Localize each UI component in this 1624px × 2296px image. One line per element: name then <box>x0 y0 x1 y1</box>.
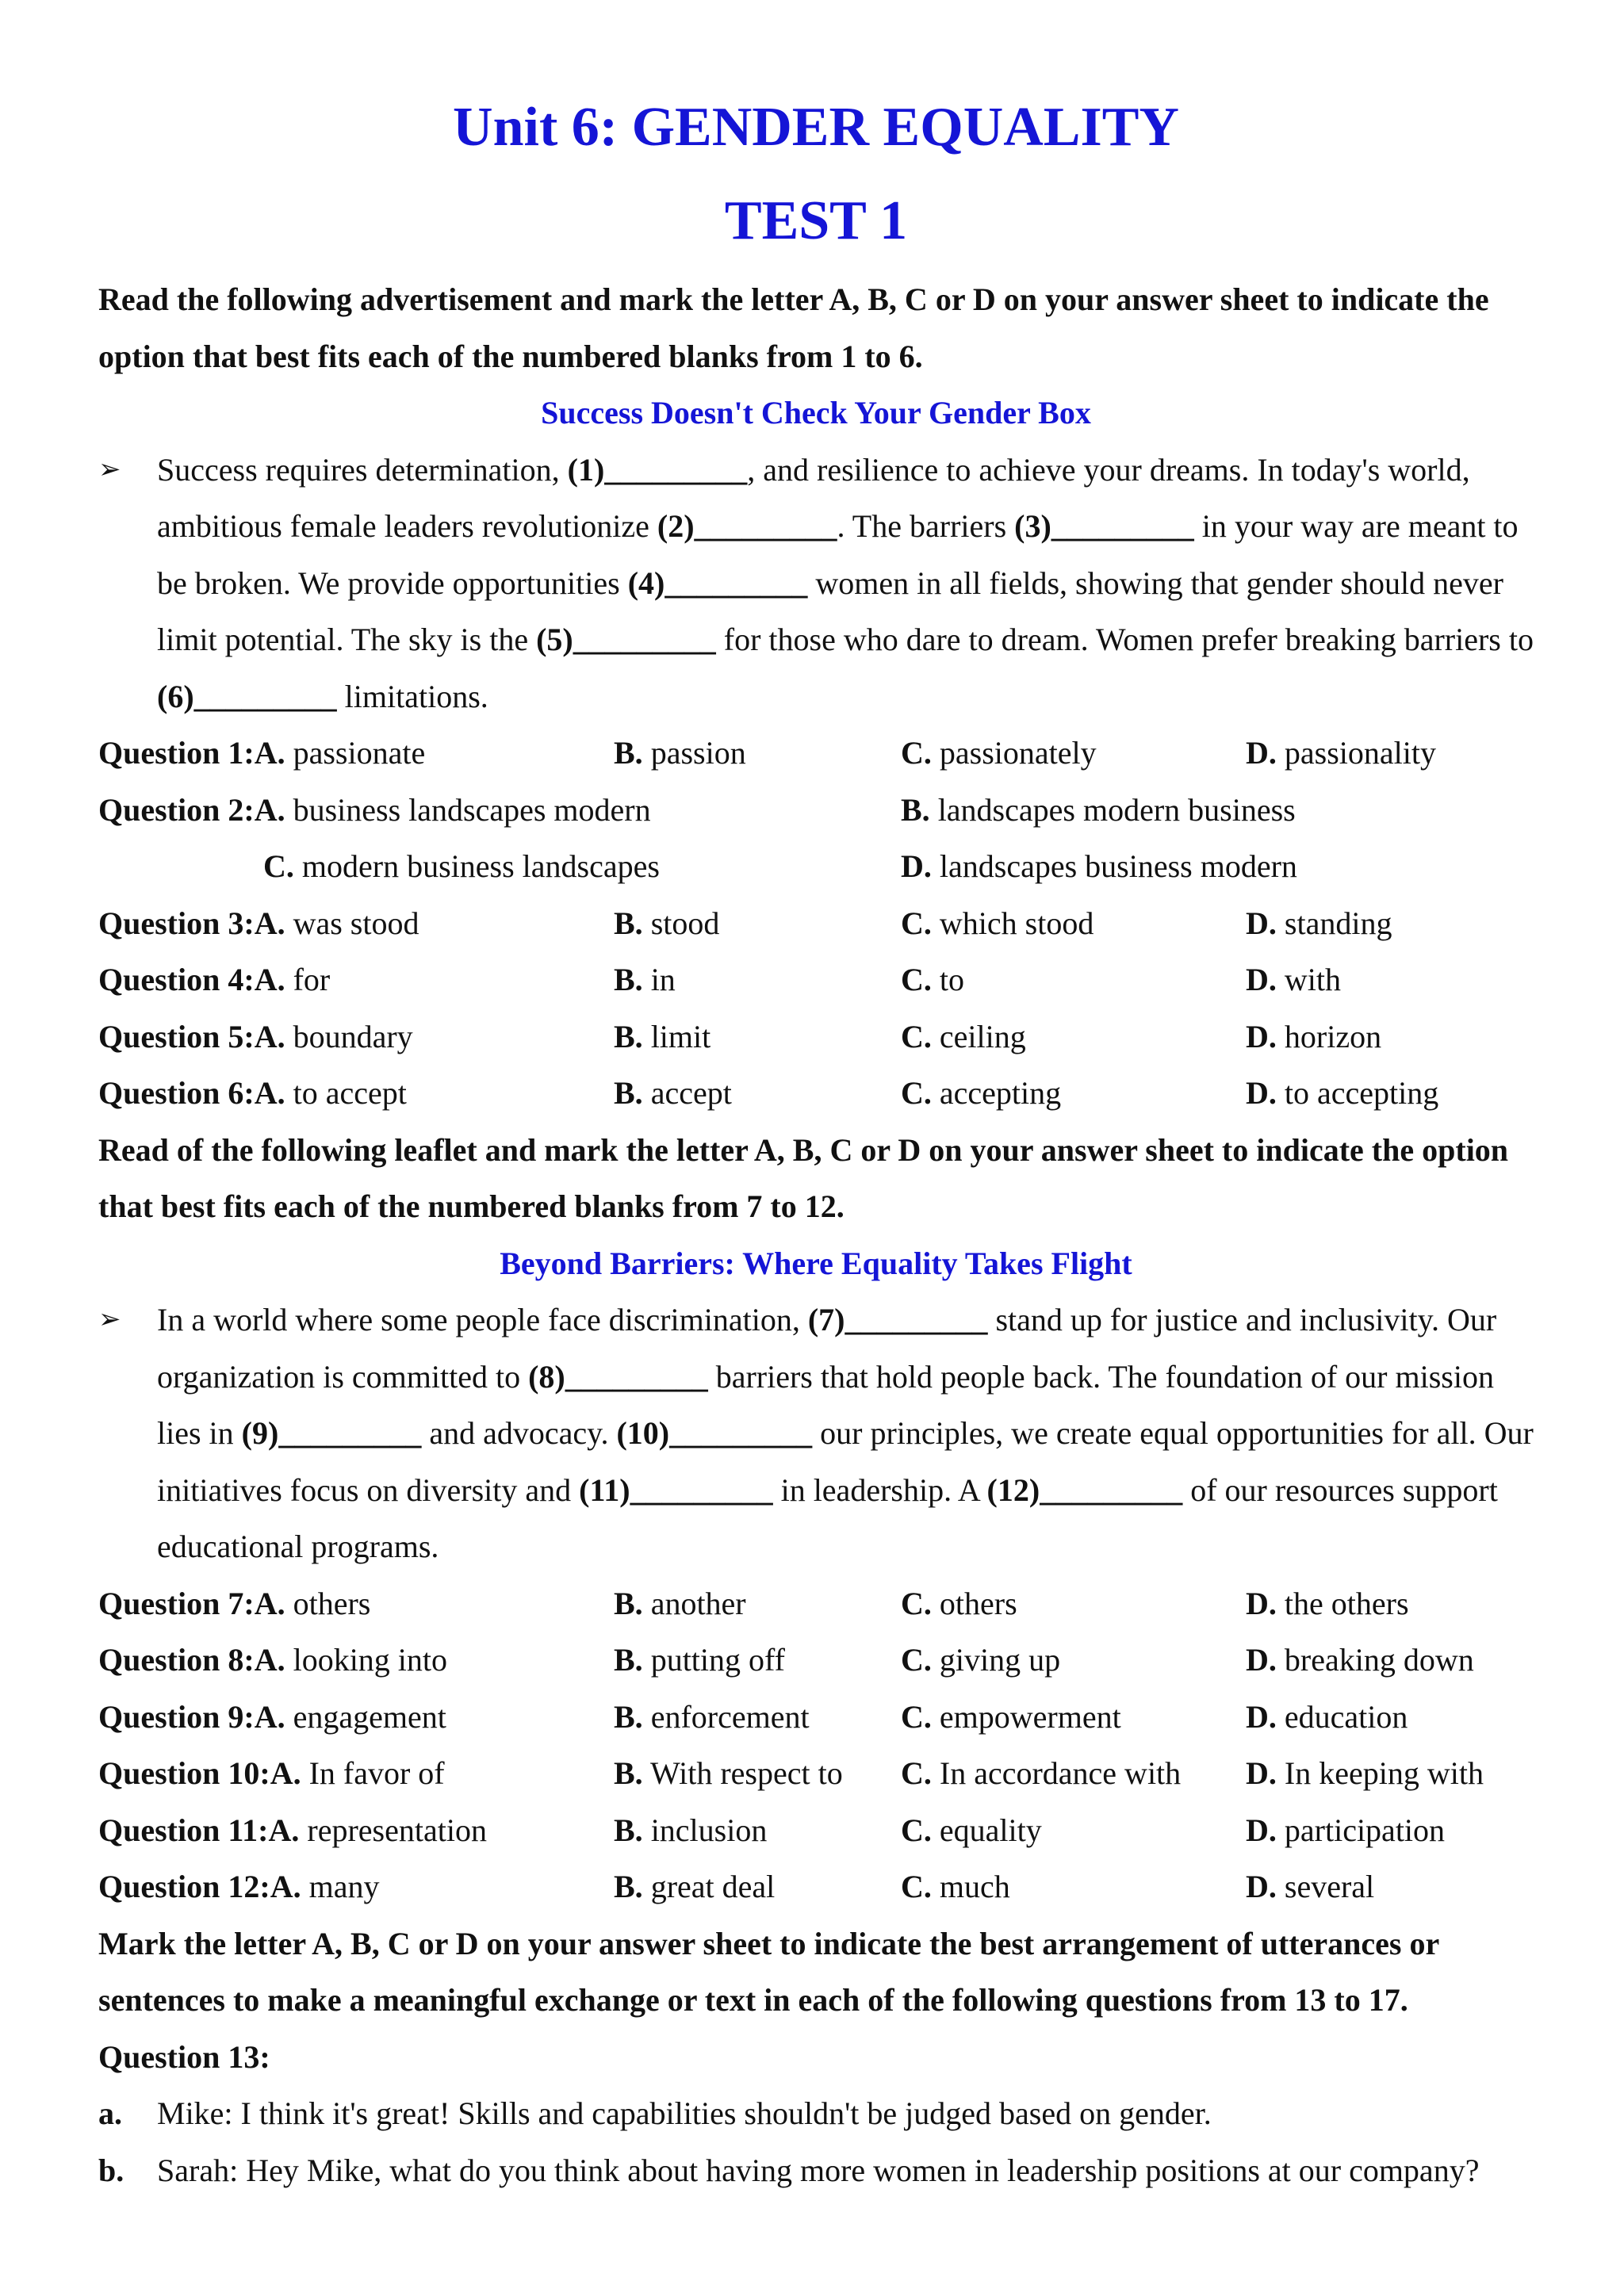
question-2-cont <box>98 838 1534 895</box>
answer-option <box>98 895 419 952</box>
option-letter: C. <box>901 1755 932 1791</box>
answer-option <box>614 895 719 952</box>
answer-option <box>901 725 1097 782</box>
test-title: TEST 1 <box>724 190 908 251</box>
answer-option <box>1246 1575 1409 1632</box>
option-letter: D. <box>1246 1869 1277 1904</box>
option-letter: C. <box>901 1869 932 1904</box>
option-text: horizon <box>1284 1018 1382 1054</box>
option-text: passionately <box>939 735 1097 771</box>
answer-option <box>1246 1008 1381 1066</box>
option-text: great deal <box>650 1869 776 1904</box>
section1-questions <box>98 725 1534 1122</box>
question-6 <box>98 1065 1534 1122</box>
answer-option <box>614 1575 746 1632</box>
answer-option <box>98 1575 370 1632</box>
option-text: others <box>293 1585 371 1621</box>
option-letter: Question 8: <box>98 1642 255 1678</box>
answer-blank: (7)_________ <box>807 1302 988 1337</box>
option-text: passionality <box>1284 735 1436 771</box>
answer-blank: (1)_________ <box>567 451 748 488</box>
answer-blank: (5)_________ <box>536 622 716 657</box>
question-9 <box>98 1689 1534 1746</box>
answer-option <box>1246 951 1341 1008</box>
option-letter: B. <box>614 1585 643 1621</box>
answer-option <box>98 782 651 839</box>
option-letter: D. <box>1246 962 1277 997</box>
answer-option <box>901 1802 1042 1859</box>
question-7 <box>98 1575 1534 1632</box>
passage-text: limitations. <box>336 678 488 714</box>
passage-text: . The barriers <box>837 508 1015 544</box>
answer-option <box>901 1632 1060 1689</box>
option-text: enforcement <box>650 1698 810 1735</box>
option-letter: B. <box>614 1075 643 1111</box>
answer-blank: (11)_________ <box>579 1471 773 1508</box>
option-letter: D. <box>1246 1755 1277 1791</box>
answer-option <box>614 1632 785 1689</box>
option-letter: B. <box>614 1812 643 1848</box>
option-text: much <box>939 1869 1010 1904</box>
option-text: the others <box>1284 1585 1409 1621</box>
option-text: several <box>1284 1869 1375 1904</box>
section2-passage <box>98 1292 1534 1575</box>
answer-option <box>901 951 964 1008</box>
answer-option <box>98 1632 447 1689</box>
answer-option <box>1246 895 1392 952</box>
option-letter: A. <box>268 1812 300 1848</box>
option-letter: A. <box>254 1642 285 1678</box>
option-letter: B. <box>614 1642 643 1678</box>
arrow-bullet-icon: ➢ <box>98 1303 121 1335</box>
dialogue-line-b <box>98 2142 1534 2199</box>
option-text: business landscapes modern <box>293 791 651 828</box>
option-text: accept <box>650 1075 732 1111</box>
option-letter: D. <box>1246 1585 1277 1621</box>
option-letter: C. <box>901 1585 932 1621</box>
option-letter: Question 1: <box>98 735 255 771</box>
question-4 <box>98 951 1534 1008</box>
passage-text: in your way are meant to be broken. We provide opportunities <box>157 508 1519 601</box>
answer-option <box>98 1858 379 1915</box>
option-letter: A. <box>254 1018 285 1054</box>
answer-option <box>901 838 1297 895</box>
answer-blank: (9)_________ <box>241 1415 422 1451</box>
dialogue-line-a <box>98 2085 1534 2142</box>
answer-option <box>1246 1858 1374 1915</box>
option-text: landscapes business modern <box>939 848 1297 884</box>
option-letter: B. <box>614 1755 643 1791</box>
question-1 <box>98 725 1534 782</box>
answer-option <box>98 1008 413 1066</box>
answer-option <box>614 951 676 1008</box>
option-text: others <box>939 1585 1017 1621</box>
option-text: for <box>293 962 331 997</box>
line-text: Sarah: Hey Mike, what do you think about having more women in leadership positions at our company? <box>157 2152 1480 2188</box>
line-label: a. <box>98 2095 122 2131</box>
unit-title: Unit 6: GENDER EQUALITY <box>453 97 1179 158</box>
option-text: passionate <box>293 735 426 771</box>
option-letter: C. <box>901 1642 932 1678</box>
passage-text: , and resilience to achieve your dreams. In today's world, ambitious female leaders revolutionize <box>157 451 1470 544</box>
option-text: to <box>939 962 965 997</box>
option-letter: D. <box>901 848 932 884</box>
passage-text: women in all fields, showing that gender should never limit potential. The sky is the <box>157 564 1503 657</box>
answer-option <box>614 725 746 782</box>
option-letter: Question 4: <box>98 962 255 997</box>
option-letter: Question 2: <box>98 791 255 828</box>
option-letter: B. <box>901 791 930 828</box>
option-letter: C. <box>901 905 932 941</box>
option-text: empowerment <box>939 1698 1121 1735</box>
passage-text: for those who dare to dream. Women prefer breaking barriers to <box>715 622 1534 657</box>
document-page <box>98 95 1534 2198</box>
option-text: to accept <box>293 1075 407 1111</box>
answer-option <box>614 1065 732 1122</box>
arrow-bullet-icon: ➢ <box>98 453 121 485</box>
option-text: with <box>1284 962 1342 997</box>
option-letter: A. <box>254 962 285 997</box>
option-letter: C. <box>901 1075 932 1111</box>
option-text: boundary <box>293 1018 413 1054</box>
answer-option <box>901 1065 1061 1122</box>
section2-instruction: Read of the following leaflet and mark the letter A, B, C or D on your answer sheet to indicate the option that best fits each of the numbered blanks from 7 to 12. <box>98 1131 1509 1224</box>
answer-blank: (10)_________ <box>616 1415 813 1451</box>
answer-blank: (3)_________ <box>1014 508 1194 544</box>
passage-text: our principles, we create equal opportunities for all. Our initiatives focus on diversity and <box>157 1415 1534 1508</box>
option-text: passion <box>650 735 746 771</box>
question-8 <box>98 1632 1534 1689</box>
option-text: inclusion <box>650 1812 768 1848</box>
passage-text: Success requires determination, <box>157 451 568 488</box>
option-letter: Question 12: <box>98 1869 270 1904</box>
option-letter: C. <box>901 1018 932 1054</box>
section1-heading: Success Doesn't Check Your Gender Box <box>541 395 1091 430</box>
option-text: modern business landscapes <box>301 848 660 884</box>
option-text: accepting <box>939 1075 1062 1111</box>
option-text: in <box>650 962 676 997</box>
answer-option <box>614 1689 810 1746</box>
option-text: In keeping with <box>1284 1755 1484 1791</box>
answer-blank: (8)_________ <box>528 1358 708 1395</box>
option-letter: Question 6: <box>98 1075 255 1111</box>
option-text: giving up <box>939 1642 1061 1678</box>
option-letter: Question 9: <box>98 1698 255 1735</box>
option-letter: A. <box>254 1698 285 1735</box>
option-text: education <box>1284 1698 1408 1735</box>
option-text: many <box>308 1869 380 1904</box>
answer-option <box>263 838 660 895</box>
section2-heading: Beyond Barriers: Where Equality Takes Flight <box>500 1245 1132 1281</box>
option-letter: B. <box>614 962 643 997</box>
option-letter: D. <box>1246 1642 1277 1678</box>
option-letter: B. <box>614 1698 643 1735</box>
option-letter: Question 5: <box>98 1018 255 1054</box>
option-letter: A. <box>254 1585 285 1621</box>
option-letter: B. <box>614 1869 643 1904</box>
option-text: stood <box>650 905 720 941</box>
option-text: In favor of <box>308 1755 445 1791</box>
passage-text: stand up for justice and inclusivity. Our organization is committed to <box>157 1302 1497 1395</box>
option-text: limit <box>650 1018 711 1054</box>
answer-option <box>98 1065 407 1122</box>
option-letter: B. <box>614 735 643 771</box>
option-letter: A. <box>270 1755 301 1791</box>
passage-text: barriers that hold people back. The foundation of our mission lies in <box>157 1358 1494 1451</box>
option-letter: A. <box>254 735 285 771</box>
answer-blank: (4)_________ <box>627 564 808 601</box>
option-text: ceiling <box>939 1018 1026 1054</box>
option-letter: C. <box>263 848 294 884</box>
answer-option <box>98 1802 487 1859</box>
option-letter: Question 3: <box>98 905 255 941</box>
answer-blank: (6)_________ <box>157 678 337 714</box>
option-text: landscapes modern business <box>937 791 1296 828</box>
answer-option <box>901 1858 1010 1915</box>
answer-option <box>614 1745 843 1802</box>
answer-option <box>614 1008 710 1066</box>
section2-questions <box>98 1575 1534 1915</box>
section1-instruction: Read the following advertisement and mark the letter A, B, C or D on your answer sheet to indicate the option that best fits each of the numbered blanks from 1 to 6. <box>98 281 1489 374</box>
option-text: standing <box>1284 905 1392 941</box>
option-letter: C. <box>901 962 932 997</box>
option-letter: D. <box>1246 1075 1277 1111</box>
option-text: putting off <box>650 1642 785 1678</box>
answer-option <box>1246 1689 1408 1746</box>
question-5 <box>98 1008 1534 1066</box>
answer-option <box>1246 1632 1474 1689</box>
question-2 <box>98 782 1534 839</box>
answer-option <box>901 1008 1026 1066</box>
question-13-label: Question 13: <box>98 2038 270 2075</box>
option-letter: B. <box>614 1018 643 1054</box>
answer-option <box>901 1745 1181 1802</box>
option-letter: C. <box>901 1812 932 1848</box>
answer-blank: (12)_________ <box>986 1471 1183 1508</box>
option-letter: Question 7: <box>98 1585 255 1621</box>
question-3 <box>98 895 1534 952</box>
answer-option <box>1246 725 1436 782</box>
line-text: Mike: I think it's great! Skills and capabilities shouldn't be judged based on gender. <box>157 2095 1212 2131</box>
passage-text: and advocacy. <box>421 1415 617 1451</box>
passage-text: of our resources support educational programs. <box>157 1471 1498 1564</box>
question-10 <box>98 1745 1534 1802</box>
option-text: to accepting <box>1284 1075 1439 1111</box>
option-text: another <box>650 1585 746 1621</box>
answer-option <box>98 1689 446 1746</box>
answer-option <box>1246 1802 1445 1859</box>
answer-blank: (2)_________ <box>657 508 837 544</box>
answer-option <box>901 782 1296 839</box>
option-text: which stood <box>939 905 1094 941</box>
option-text: equality <box>939 1812 1042 1848</box>
option-text: representation <box>307 1812 487 1848</box>
answer-option <box>98 1745 445 1802</box>
option-letter: Question 11: <box>98 1812 269 1848</box>
option-letter: D. <box>1246 1812 1277 1848</box>
passage-text: In a world where some people face discrimination, <box>157 1302 808 1337</box>
option-letter: C. <box>901 1698 932 1735</box>
option-letter: A. <box>254 1075 285 1111</box>
option-letter: B. <box>614 905 643 941</box>
option-letter: C. <box>901 735 932 771</box>
option-letter: A. <box>254 905 285 941</box>
option-text: engagement <box>293 1698 446 1735</box>
answer-option <box>1246 1065 1438 1122</box>
answer-option <box>901 1575 1017 1632</box>
option-letter: A. <box>270 1869 301 1904</box>
option-text: was stood <box>293 905 419 941</box>
answer-option <box>901 895 1094 952</box>
option-text: With respect to <box>649 1755 843 1791</box>
option-letter: D. <box>1246 1698 1277 1735</box>
option-letter: Question 10: <box>98 1755 270 1791</box>
section3-instruction: Mark the letter A, B, C or D on your answer sheet to indicate the best arrangement of utterances or sentences to make a meaningful exchange or text in each of the following questions from 13 to 17. <box>98 1925 1439 2018</box>
answer-option <box>614 1802 767 1859</box>
line-label: b. <box>98 2152 124 2188</box>
answer-option <box>1246 1745 1484 1802</box>
question-11 <box>98 1802 1534 1859</box>
option-letter: D. <box>1246 735 1277 771</box>
answer-option <box>98 951 330 1008</box>
question-12 <box>98 1858 1534 1915</box>
option-text: breaking down <box>1284 1642 1474 1678</box>
answer-option <box>901 1689 1121 1746</box>
option-text: In accordance with <box>939 1755 1182 1791</box>
section1-passage <box>98 442 1534 725</box>
answer-option <box>614 1858 775 1915</box>
option-letter: D. <box>1246 1018 1277 1054</box>
answer-option <box>98 725 425 782</box>
option-text: looking into <box>293 1642 448 1678</box>
passage-text: in leadership. A <box>772 1471 987 1508</box>
option-text: participation <box>1284 1812 1446 1848</box>
option-letter: A. <box>254 791 285 828</box>
option-letter: D. <box>1246 905 1277 941</box>
